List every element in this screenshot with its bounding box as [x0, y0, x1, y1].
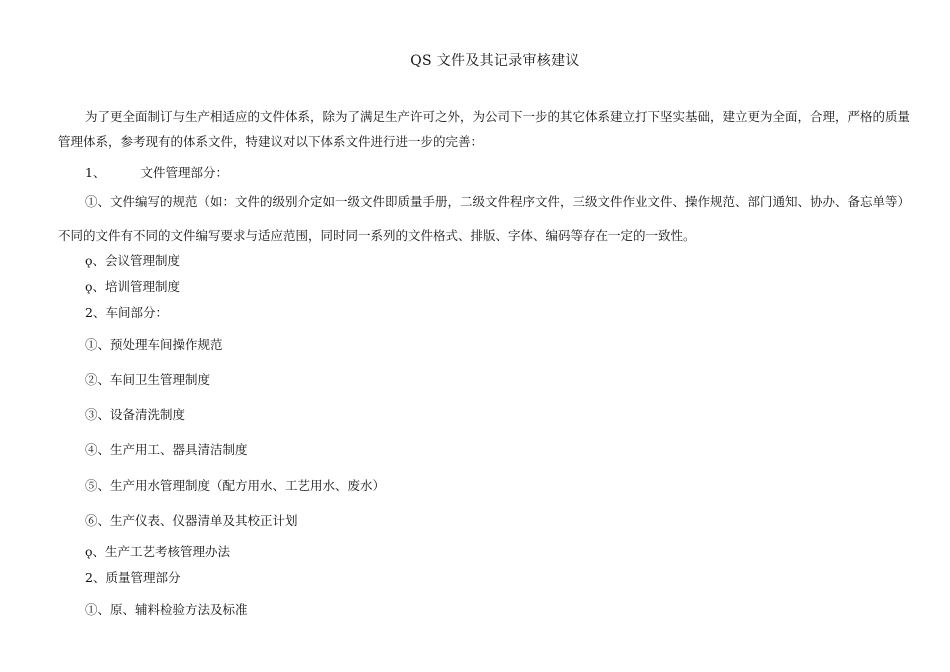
section-2-item-1: ①、预处理车间操作规范 — [85, 337, 223, 352]
section-2-item-7: ǫ、生产工艺考核管理办法 — [85, 544, 231, 559]
intro-paragraph — [58, 104, 910, 154]
intro-text: 为了更全面制订与生产相适应的文件体系，除为了满足生产许可之外，为公司下一步的其它体系建立打下坚实基础，建立更为全面，合理，严格的质量管理体系，参考现有的体系文件，特建议对以下体系文件进行进一步的完善： — [58, 109, 911, 149]
section-1-item-2: ǫ、会议管理制度 — [85, 253, 181, 268]
section-1-heading — [85, 163, 228, 181]
section-1-item-3: ǫ、培训管理制度 — [85, 279, 181, 294]
section-2-item-2: ②、车间卫生管理制度 — [85, 372, 211, 387]
section-1-number: 1、 — [85, 165, 106, 180]
section-1-title: 文件管理部分： — [140, 165, 228, 180]
section-2-heading: 2、车间部分： — [85, 305, 168, 320]
section-3-item-1: ①、原、辅料检验方法及标准 — [85, 602, 248, 617]
section-2-item-5: ⑤、生产用水管理制度（配方用水、工艺用水、废水） — [85, 478, 386, 493]
section-3-heading: 2、质量管理部分 — [85, 570, 181, 585]
section-1-item-1: ①、文件编写的规范（如：文件的级别介定如一级文件即质量手册，二级文件程序文件，三级文件作业文件、操作规范、部门通知、协办、备忘单等）不同的文件有不同的文件编写要求与适应范围，同时同一系列的文件格式、排版、字体、编码等存在一定的一致性。 — [58, 194, 911, 243]
document-title: QS 文件及其记录审核建议 — [410, 53, 580, 69]
section-2-item-6: ⑥、生产仪表、仪器清单及其校正计划 — [85, 513, 298, 528]
section-2-item-4: ④、生产用工、器具清洁制度 — [85, 442, 248, 457]
section-2-item-3: ③、设备清洗制度 — [85, 407, 186, 422]
